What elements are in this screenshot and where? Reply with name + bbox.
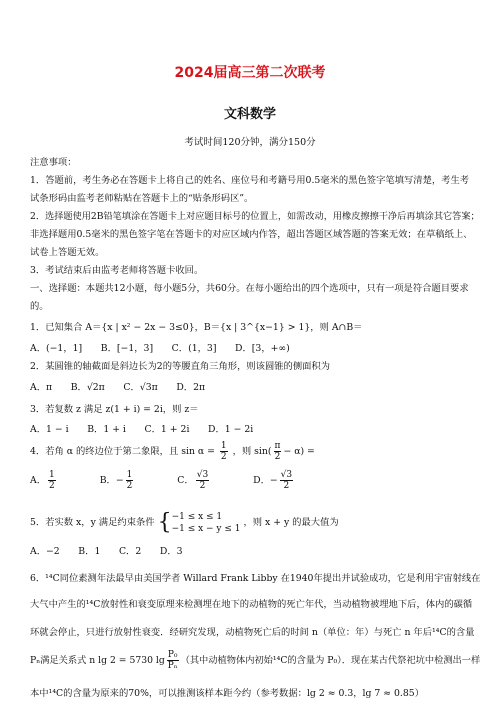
q6-formula-tail: （其中动植物体内初始¹⁴C的含量为 P₀）．现在某古代祭祀坑中检测出一样 <box>180 655 481 666</box>
q6-formula-lead: Pₙ满足关系式 n lg 2 = 5730 lg <box>30 655 165 666</box>
q4-pi-fraction <box>274 441 282 462</box>
q4-opt-a-label: A． <box>30 475 47 486</box>
q1-options: A．(−1，1] B．[−1，3] C．(1，3] D．[3，+∞) <box>30 343 290 354</box>
q6-line-4 <box>30 650 481 672</box>
q1-stem: 1．已知集合 A＝{x | x² − 2x − 3≤0}，B＝{x | 3^{x−1} > 1}，则 A∩B＝ <box>30 322 363 333</box>
q4-options <box>30 470 480 492</box>
q4-stem-b: ，则 sin( <box>232 446 272 457</box>
q4-opt-b-label: B．− <box>99 475 124 486</box>
q4-a-num: 1 <box>49 470 55 480</box>
q6-ratio-num: P₀ <box>167 650 178 660</box>
q4-opt-a-fraction <box>48 470 56 491</box>
section-1-intro: 一、选择题：本题共12小题，每小题5分，共60分。在每小题给出的四个选项中，只有一项是符合题目要求 <box>30 283 469 294</box>
section-1-intro-cont: 的。 <box>30 301 49 312</box>
q6-line-1: 6．¹⁴C同位素测年法最早由美国学者 Willard Frank Libby 在1940年提出并试验成功，它是利用宇宙射线在 <box>30 573 481 584</box>
note-3: 3．考试结束后由监考老师将答题卡收回。 <box>30 265 204 276</box>
q2-options: A．π B．√2π C．√3π D．2π <box>30 382 206 393</box>
q5-brace: { <box>157 509 172 535</box>
exam-subject: 文科数学 <box>223 107 276 122</box>
q4-opt-d-fraction <box>280 470 293 491</box>
notes-heading: 注意事项： <box>30 157 77 168</box>
q6-line-2: 大气中产生的¹⁴C放射性和衰变原理来检测埋在地下的动植物的死亡年代，当动植物被埋地下后，体内的碳循 <box>30 599 473 610</box>
exam-title: 2024届高三第二次联考 <box>174 65 326 81</box>
q2-stem: 2．某圆锥的轴截面是斜边长为2的等腰直角三角形，则该圆锥的侧面积为 <box>30 361 331 372</box>
q4-d-den: 2 <box>283 481 290 491</box>
q4-b-den: 2 <box>126 481 133 491</box>
note-2b: 非选择题用0.5毫米的黑色签字笔在答题卡的对应区域内作答，超出答题区域答题的答案无效；在草稿纸上、 <box>30 229 473 240</box>
q5-options: A．−2 B．1 C．2 D．3 <box>30 546 183 557</box>
q4-pi-num: π <box>274 441 281 451</box>
q4-half-den: 2 <box>220 452 227 462</box>
q6-ratio-den: Pₙ <box>167 661 178 671</box>
q4-c-num: √3 <box>196 470 209 480</box>
q5-constraint-1: −1 ≤ x ≤ 1 <box>171 511 223 522</box>
q4-d-num: √3 <box>280 470 293 480</box>
q4-half-num: 1 <box>220 441 227 451</box>
q5-constraints <box>172 511 241 535</box>
q4-half-fraction <box>220 441 228 462</box>
q6-ratio-fraction <box>167 650 179 671</box>
q5-stem <box>30 510 480 536</box>
q4-b-num: 1 <box>126 470 133 480</box>
note-2a: 2．选择题使用2B铅笔填涂在答题卡上对应题目标号的位置上，如需改动，用橡皮擦擦干净后再填涂其它答案； <box>30 211 480 222</box>
note-2c: 试卷上答题无效。 <box>30 247 105 258</box>
q4-a-den: 2 <box>49 481 55 491</box>
q4-pi-den: 2 <box>274 452 281 462</box>
q4-stem-a: 4．若角 α 的终边位于第二象限，且 sin α = <box>30 446 215 457</box>
q4-stem <box>30 441 480 462</box>
q4-opt-b-fraction <box>126 470 134 491</box>
note-1a: 1．答题前，考生务必在答题卡上将自己的姓名、座位号和考籍号用0.5毫米的黑色签字笔填写清楚，考生考 <box>30 175 470 186</box>
q4-opt-c-fraction <box>196 470 209 491</box>
q6-line-5: 本中¹⁴C的含量为原来的70%，可以推测该样本距今约（参考数据：lg 2 ≈ 0.3，lg 7 ≈ 0.85） <box>30 688 425 699</box>
exam-meta: 考试时间120分钟，满分150分 <box>184 137 316 148</box>
q5-constraint-2: −1 ≤ x − y ≤ 1 <box>171 523 241 534</box>
q5-stem-a: 5．若实数 x，y 满足约束条件 <box>30 517 155 528</box>
q5-stem-b: ，则 x + y 的最大值为 <box>243 517 339 528</box>
q4-opt-d-label: D．− <box>253 475 278 486</box>
q4-stem-c: − α) = <box>283 446 315 457</box>
q3-options: A．1 − i B．1 + i C．1 + 2i D．1 − 2i <box>30 424 254 435</box>
q4-c-den: 2 <box>199 481 206 491</box>
q3-stem: 3．若复数 z 满足 z(1 + i) = 2i，则 z＝ <box>30 404 199 415</box>
q4-opt-c-label: C． <box>177 475 194 486</box>
note-1b: 试条形码由监考老师粘贴在答题卡上的“贴条形码区”。 <box>30 193 254 204</box>
q6-line-3: 环就会停止，只进行放射性衰变．经研究发现，动植物死亡后的时间 n（单位：年）与死亡 n 年后¹⁴C的含量 <box>30 627 475 638</box>
